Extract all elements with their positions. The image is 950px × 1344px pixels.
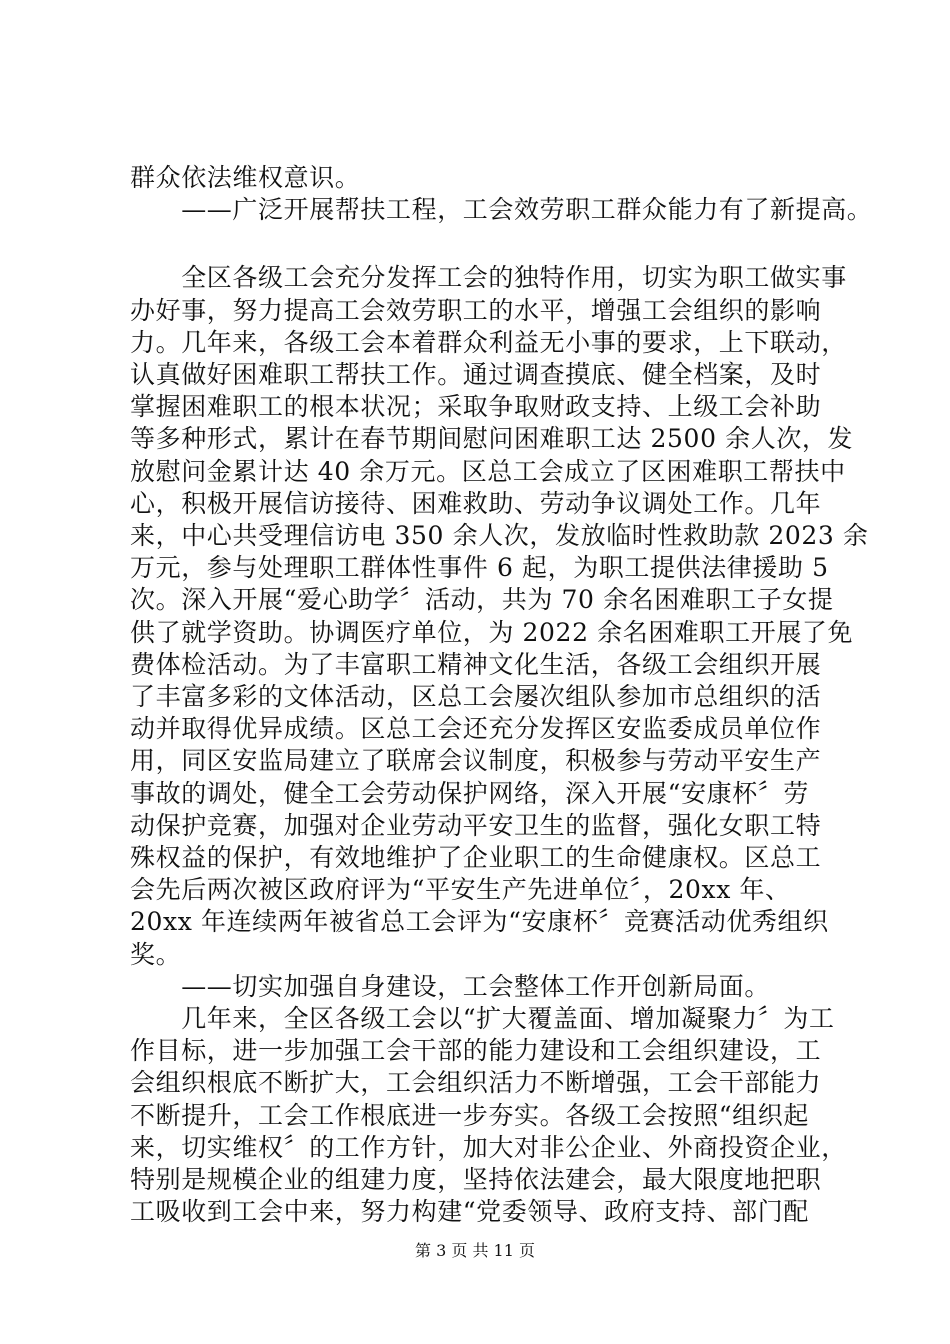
text-line: 力。几年来，各级工会本着群众利益无小事的要求，上下联动， xyxy=(130,327,847,357)
text-line: 不断提升，工会工作根底进一步夯实。各级工会按照“组织起 xyxy=(130,1100,809,1130)
text-line: 20xx 年连续两年被省总工会评为“安康杯〞竞赛活动优秀组织 xyxy=(130,907,829,937)
text-line: 等多种形式，累计在春节期间慰问困难职工达 2500 余人次，发 xyxy=(130,424,854,454)
text-line: 几年来，全区各级工会以“扩大覆盖面、增加凝聚力〞为工 xyxy=(130,1004,835,1034)
text-line: 用，同区安监局建立了联席会议制度，积极参与劳动平安生产 xyxy=(130,746,822,776)
text-line: 动并取得优异成绩。区总工会还充分发挥区安监委成员单位作 xyxy=(130,714,822,744)
paragraph-gap xyxy=(130,226,852,262)
section-heading: ——切实加强自身建设，工会整体工作开创新局面。 xyxy=(130,971,771,1001)
text-line: 放慰问金累计达 40 余万元。区总工会成立了区困难职工帮扶中 xyxy=(130,456,846,486)
document-body xyxy=(130,162,873,1229)
text-line: 会先后两次被区政府评为“平安生产先进单位〞，20xx 年、 xyxy=(130,875,791,905)
text-line: 工吸收到工会中来，努力构建“党委领导、政府支持、部门配 xyxy=(130,1197,809,1227)
text-line: 全区各级工会充分发挥工会的独特作用，切实为职工做实事 xyxy=(130,263,847,293)
text-line: 认真做好困难职工帮扶工作。通过调查摸底、健全档案，及时 xyxy=(130,360,822,390)
text-line: 办好事，努力提高工会效劳职工的水平，增强工会组织的影响 xyxy=(130,295,822,325)
text-line: 会组织根底不断扩大，工会组织活力不断增强，工会干部能力 xyxy=(130,1068,822,1098)
text-line: 了丰富多彩的文体活动，区总工会屡次组队参加市总组织的活 xyxy=(130,682,822,712)
page-footer: 第 3 页 共 11 页 xyxy=(415,1241,535,1260)
text-line: 动保护竞赛，加强对企业劳动平安卫生的监督，强化女职工特 xyxy=(130,810,822,840)
text-line: 特别是规模企业的组建力度，坚持依法建会，最大限度地把职 xyxy=(130,1165,822,1195)
text-line: 事故的调处，健全工会劳动保护网络，深入开展“安康杯〞劳 xyxy=(130,778,809,808)
text-line: 殊权益的保护，有效地维护了企业职工的生命健康权。区总工 xyxy=(130,843,822,873)
text-line: 万元，参与处理职工群体性事件 6 起，为职工提供法律援助 5 xyxy=(130,553,829,583)
text-line: 来，中心共受理信访电 350 余人次，发放临时性救助款 2023 余 xyxy=(130,521,869,551)
text-line: 掌握困难职工的根本状况；采取争取财政支持、上级工会补助 xyxy=(130,392,822,422)
text-line: 供了就学资助。协调医疗单位，为 2022 余名困难职工开展了免 xyxy=(130,617,854,647)
section-heading: ——广泛开展帮扶工程，工会效劳职工群众能力有了新提高。 xyxy=(130,195,873,225)
text-line: 奖。 xyxy=(130,939,182,969)
text-line: 费体检活动。为了丰富职工精神文化生活，各级工会组织开展 xyxy=(130,649,822,679)
text-line: 心，积极开展信访接待、困难救助、劳动争议调处工作。几年 xyxy=(130,488,822,518)
text-line: 来，切实维权〞的工作方针，加大对非公企业、外商投资企业， xyxy=(130,1132,847,1162)
text-line: 作目标，进一步加强工会干部的能力建设和工会组织建设，工 xyxy=(130,1036,822,1066)
text-line: 次。深入开展“爱心助学〞活动，共为 70 余名困难职工子女提 xyxy=(130,585,834,615)
text-line: 群众依法维权意识。 xyxy=(130,163,361,192)
